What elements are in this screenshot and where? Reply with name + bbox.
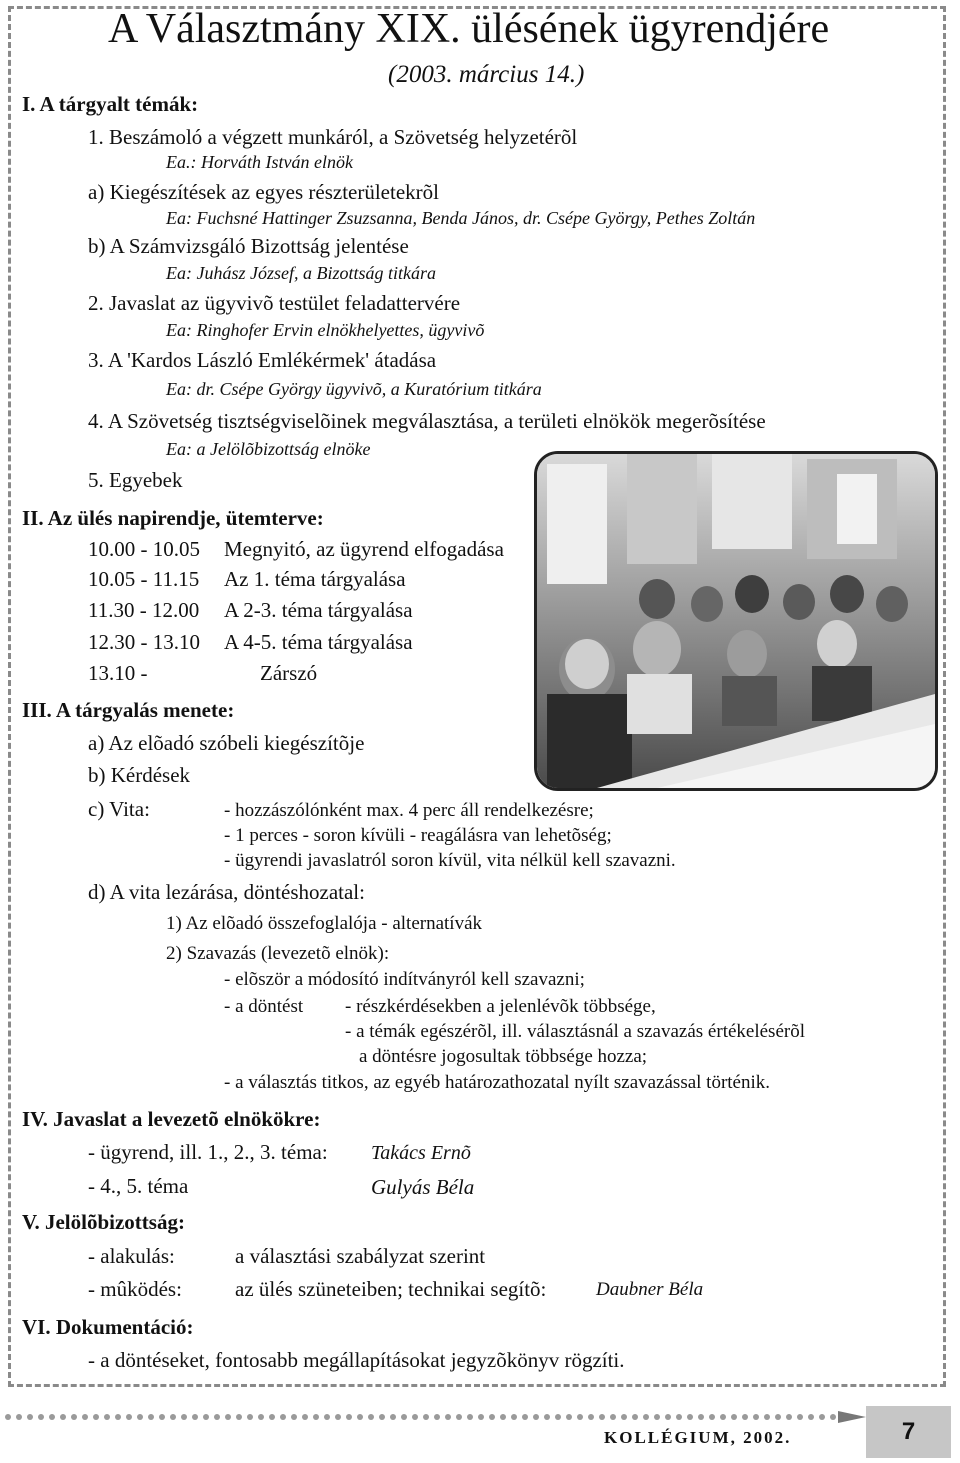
schedule-time-3: 11.30 - 12.00 bbox=[88, 598, 200, 622]
footer-dot bbox=[478, 1414, 484, 1420]
voting-decision-rule-3: a döntésre jogosultak többsége hozza; bbox=[359, 1046, 648, 1067]
footer-dot bbox=[709, 1414, 715, 1420]
footer-dot bbox=[522, 1414, 528, 1420]
footer-dot bbox=[808, 1414, 814, 1420]
schedule-time-4: 12.30 - 13.10 bbox=[88, 630, 200, 654]
footer-dot bbox=[830, 1414, 836, 1420]
footer-dot bbox=[115, 1414, 121, 1420]
footer-dot bbox=[555, 1414, 561, 1420]
footer-dot bbox=[434, 1414, 440, 1420]
footer-dot bbox=[544, 1414, 550, 1420]
footer-dot bbox=[170, 1414, 176, 1420]
committee-label-1: - alakulás: bbox=[88, 1244, 175, 1268]
committee-helper-name: Daubner Béla bbox=[596, 1279, 704, 1300]
procedure-b: b) Kérdések bbox=[88, 763, 191, 787]
voting-decision-rule-2: - a témák egészérõl, ill. választásnál a szavazás értékelésérõl bbox=[345, 1021, 805, 1042]
footer-dot bbox=[566, 1414, 572, 1420]
footer-dot bbox=[610, 1414, 616, 1420]
schedule-time-2: 10.05 - 11.15 bbox=[88, 567, 200, 591]
schedule-time-1: 10.00 - 10.05 bbox=[88, 537, 200, 561]
schedule-item-2: Az 1. téma tárgyalása bbox=[224, 567, 406, 591]
topic-1a-speaker: Ea: Fuchsné Hattinger Zsuzsanna, Benda János, dr. Csépe György, Pethes Zoltán bbox=[166, 208, 756, 228]
publication-name: KOLLÉGIUM, 2002. bbox=[604, 1428, 792, 1447]
topic-2-speaker: Ea: Ringhofer Ervin elnökhelyettes, ügyvivõ bbox=[166, 320, 485, 340]
footer-dot bbox=[137, 1414, 143, 1420]
footer-dot bbox=[819, 1414, 825, 1420]
topic-1: 1. Beszámoló a végzett munkáról, a Szövetség helyzetérõl bbox=[88, 125, 578, 149]
footer-dot bbox=[775, 1414, 781, 1420]
footer-dot bbox=[236, 1414, 242, 1420]
footer-dot bbox=[588, 1414, 594, 1420]
footer-dot bbox=[5, 1414, 11, 1420]
voting-rule-first: - elõször a módosító indítványról kell szavazni; bbox=[224, 969, 585, 990]
footer-dot bbox=[412, 1414, 418, 1420]
footer-dot bbox=[93, 1414, 99, 1420]
footer-dot bbox=[665, 1414, 671, 1420]
footer-dot bbox=[71, 1414, 77, 1420]
schedule-item-5: Zárszó bbox=[260, 661, 318, 685]
chair-name-1: Takács Ernõ bbox=[371, 1142, 471, 1164]
footer-dot bbox=[82, 1414, 88, 1420]
procedure-c-rule-3: - ügyrendi javaslatról soron kívül, vita nélkül kell szavazni. bbox=[224, 850, 676, 871]
topic-1b: b) A Számvizsgáló Bizottság jelentése bbox=[88, 234, 409, 258]
footer-dot bbox=[368, 1414, 374, 1420]
footer-dot bbox=[313, 1414, 319, 1420]
footer-dotted-rule bbox=[0, 1410, 960, 1424]
footer-dot bbox=[731, 1414, 737, 1420]
footer-dot bbox=[511, 1414, 517, 1420]
footer-dot bbox=[357, 1414, 363, 1420]
procedure-d: d) A vita lezárása, döntéshozatal: bbox=[88, 880, 365, 904]
documentation-line: - a döntéseket, fontosabb megállapításokat jegyzõkönyv rögzíti. bbox=[88, 1348, 625, 1372]
voting-decision-label: - a döntést bbox=[224, 996, 304, 1017]
topic-1-speaker: Ea.: Horváth István elnök bbox=[166, 152, 353, 172]
chair-label-1: - ügyrend, ill. 1., 2., 3. téma: bbox=[88, 1140, 328, 1164]
footer-dot bbox=[764, 1414, 770, 1420]
footer-dot bbox=[247, 1414, 253, 1420]
footer-dot bbox=[423, 1414, 429, 1420]
chair-label-2: - 4., 5. téma bbox=[88, 1174, 189, 1198]
footer-dot bbox=[676, 1414, 682, 1420]
chair-name-2: Gulyás Béla bbox=[371, 1175, 475, 1199]
footer-dot bbox=[390, 1414, 396, 1420]
footer-dot bbox=[445, 1414, 451, 1420]
footer-dot bbox=[786, 1414, 792, 1420]
committee-label-2: - mûködés: bbox=[88, 1277, 182, 1301]
footer-dot bbox=[126, 1414, 132, 1420]
topic-1a: a) Kiegészítések az egyes részterületekrõl bbox=[88, 180, 439, 204]
footer-dot bbox=[753, 1414, 759, 1420]
meeting-photo bbox=[534, 451, 938, 791]
topic-3: 3. A 'Kardos László Emlékérmek' átadása bbox=[88, 348, 437, 372]
footer-dot bbox=[225, 1414, 231, 1420]
footer-dot bbox=[335, 1414, 341, 1420]
section-5-heading: V. Jelölõbizottság: bbox=[22, 1210, 185, 1234]
footer-dot bbox=[258, 1414, 264, 1420]
topic-1b-speaker: Ea: Juhász József, a Bizottság titkára bbox=[166, 263, 436, 283]
footer-dot bbox=[401, 1414, 407, 1420]
footer-dot bbox=[742, 1414, 748, 1420]
page-number: 7 bbox=[866, 1406, 951, 1458]
footer-dot bbox=[280, 1414, 286, 1420]
procedure-c-rule-2: - 1 perces - soron kívüli - reagálásra van lehetõség; bbox=[224, 825, 612, 846]
footer-dot bbox=[16, 1414, 22, 1420]
footer-dot bbox=[577, 1414, 583, 1420]
procedure-d2: 2) Szavazás (levezetõ elnök): bbox=[166, 943, 390, 964]
footer-dot bbox=[27, 1414, 33, 1420]
footer-dot bbox=[269, 1414, 275, 1420]
footer-dot bbox=[49, 1414, 55, 1420]
footer-dot bbox=[698, 1414, 704, 1420]
section-1-heading: I. A tárgyalt témák: bbox=[22, 92, 199, 116]
footer-dot bbox=[203, 1414, 209, 1420]
voting-rule-last: - a választás titkos, az egyéb határozathozatal nyílt szavazással történik. bbox=[224, 1072, 771, 1093]
footer-dot bbox=[148, 1414, 154, 1420]
footer-dot bbox=[797, 1414, 803, 1420]
footer-dot bbox=[533, 1414, 539, 1420]
schedule-item-4: A 4-5. téma tárgyalása bbox=[224, 630, 413, 654]
footer-dot bbox=[346, 1414, 352, 1420]
footer-dot bbox=[159, 1414, 165, 1420]
footer-dot bbox=[621, 1414, 627, 1420]
meeting-date: (2003. március 14.) bbox=[388, 61, 585, 88]
footer-dot bbox=[654, 1414, 660, 1420]
footer-dot bbox=[214, 1414, 220, 1420]
section-3-heading: III. A tárgyalás menete: bbox=[22, 698, 235, 722]
page-title: A Választmány XIX. ülésének ügyrendjére bbox=[108, 6, 830, 52]
footer-dot bbox=[302, 1414, 308, 1420]
topic-2: 2. Javaslat az ügyvivõ testület feladattervére bbox=[88, 291, 461, 315]
footer-dot bbox=[643, 1414, 649, 1420]
committee-text-2: az ülés szüneteiben; technikai segítõ: bbox=[235, 1277, 547, 1301]
footer-dot bbox=[632, 1414, 638, 1420]
footer-dot bbox=[60, 1414, 66, 1420]
footer-dot bbox=[467, 1414, 473, 1420]
schedule-item-3: A 2-3. téma tárgyalása bbox=[224, 598, 413, 622]
footer-dot bbox=[599, 1414, 605, 1420]
topic-3-speaker: Ea: dr. Csépe György ügyvivõ, a Kuratórium titkára bbox=[166, 379, 542, 399]
section-6-heading: VI. Dokumentáció: bbox=[22, 1315, 194, 1339]
voting-decision-rule-1: - részkérdésekben a jelenlévõk többsége, bbox=[345, 996, 656, 1017]
footer-dot bbox=[324, 1414, 330, 1420]
section-4-heading: IV. Javaslat a levezetõ elnökökre: bbox=[22, 1107, 321, 1131]
footer-dot bbox=[181, 1414, 187, 1420]
meeting-photo-image bbox=[537, 454, 935, 788]
committee-text-1: a választási szabályzat szerint bbox=[235, 1244, 486, 1268]
procedure-d1: 1) Az elõadó összefoglalója - alternatívák bbox=[166, 913, 483, 934]
procedure-c-rule-1: - hozzászólónként max. 4 perc áll rendelkezésre; bbox=[224, 800, 594, 821]
topic-4-speaker: Ea: a Jelölõbizottság elnöke bbox=[166, 439, 371, 459]
topic-5: 5. Egyebek bbox=[88, 468, 183, 492]
footer-dot bbox=[489, 1414, 495, 1420]
footer-dot bbox=[291, 1414, 297, 1420]
footer-dot bbox=[687, 1414, 693, 1420]
footer-dot bbox=[500, 1414, 506, 1420]
footer-dot bbox=[379, 1414, 385, 1420]
schedule-item-1: Megnyitó, az ügyrend elfogadása bbox=[224, 537, 504, 561]
footer-arrow-icon bbox=[838, 1411, 866, 1423]
footer-dot bbox=[104, 1414, 110, 1420]
procedure-c-label: c) Vita: bbox=[88, 797, 150, 821]
schedule-time-5: 13.10 - bbox=[88, 661, 148, 685]
topic-4: 4. A Szövetség tisztségviselõinek megválasztása, a területi elnökök megerõsítése bbox=[88, 409, 766, 433]
footer-dot bbox=[720, 1414, 726, 1420]
footer-dot bbox=[192, 1414, 198, 1420]
procedure-a: a) Az elõadó szóbeli kiegészítõje bbox=[88, 731, 365, 755]
footer-dot bbox=[38, 1414, 44, 1420]
footer-dot bbox=[456, 1414, 462, 1420]
section-2-heading: II. Az ülés napirendje, ütemterve: bbox=[22, 506, 324, 530]
